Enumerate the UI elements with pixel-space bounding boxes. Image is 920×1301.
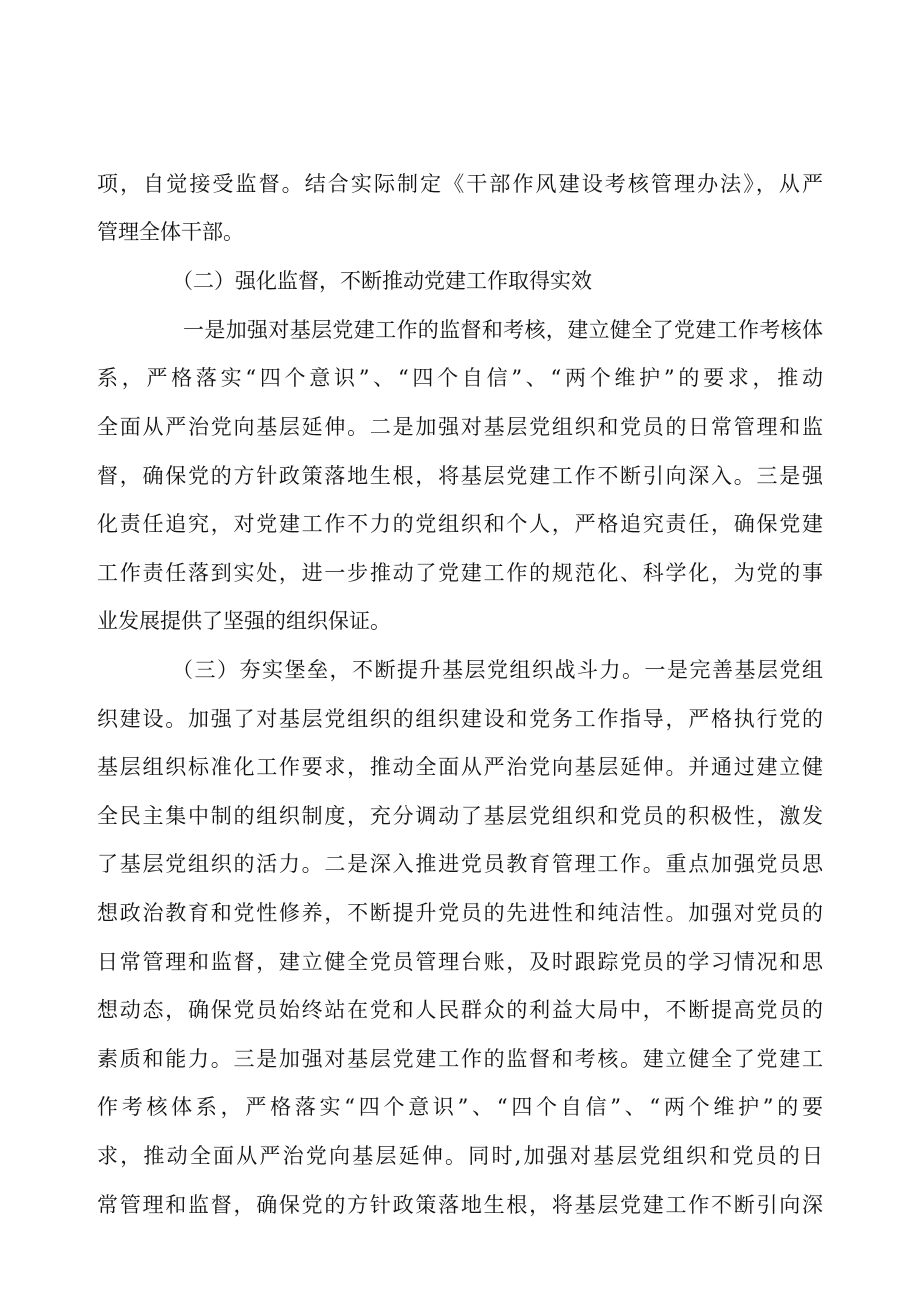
body-line-2: 管理全体干部。 xyxy=(97,220,244,244)
body-line-22: 常管理和监督，确保党的方针政策落地生根，将基层党建工作不断引向深 xyxy=(97,1193,823,1217)
body-line-5: 系，严格落实“四个意识”、“四个自信”、“两个维护”的要求，推动 xyxy=(97,366,823,390)
body-line-16: 想政治教育和党性修养，不断提升党员的先进性和纯洁性。加强对党员的 xyxy=(97,901,823,925)
body-line-14: 全民主集中制的组织制度，充分调动了基层党组织和党员的积极性，激发 xyxy=(97,804,823,828)
body-line-9: 工作责任落到实处，进一步推动了党建工作的规范化、科学化，为党的事 xyxy=(97,561,823,585)
body-line-6: 全面从严治党向基层延伸。二是加强对基层党组织和党员的日常管理和监 xyxy=(97,415,823,439)
body-line-4: 一是加强对基层党建工作的监督和考核，建立健全了党建工作考核体 xyxy=(183,318,823,342)
body-line-19: 素质和能力。三是加强对基层党建工作的监督和考核。建立健全了党建工 xyxy=(97,1047,823,1071)
body-line-15: 了基层党组织的活力。二是深入推进党员教育管理工作。重点加强党员思 xyxy=(97,852,823,876)
body-line-1: 项，自觉接受监督。结合实际制定《干部作风建设考核管理办法》，从严 xyxy=(97,172,823,196)
section-heading-2: （二）强化监督，不断推动党建工作取得实效 xyxy=(172,269,592,293)
body-line-20: 作考核体系，严格落实“四个意识”、“四个自信”、“两个维护”的要 xyxy=(97,1095,823,1119)
body-line-18: 想动态，确保党员始终站在党和人民群众的利益大局中，不断提高党员的 xyxy=(97,998,823,1022)
body-line-17: 日常管理和监督，建立健全党员管理台账，及时跟踪党员的学习情况和思 xyxy=(97,950,823,974)
section-heading-3: （三）夯实堡垒，不断提升基层党组织战斗力。一是完善基层党组 xyxy=(172,658,823,682)
body-line-13: 基层组织标准化工作要求，推动全面从严治党向基层延伸。并通过建立健 xyxy=(97,755,823,779)
body-line-10: 业发展提供了坚强的组织保证。 xyxy=(97,609,391,633)
body-line-21: 求，推动全面从严治党向基层延伸。同时,加强对基层党组织和党员的日 xyxy=(97,1144,823,1168)
body-line-7: 督，确保党的方针政策落地生根，将基层党建工作不断引向深入。三是强 xyxy=(97,464,823,488)
body-line-8: 化责任追究，对党建工作不力的党组织和个人，严格追究责任，确保党建 xyxy=(97,512,823,536)
body-line-12: 织建设。加强了对基层党组织的组织建设和党务工作指导，严格执行党的 xyxy=(97,707,823,731)
